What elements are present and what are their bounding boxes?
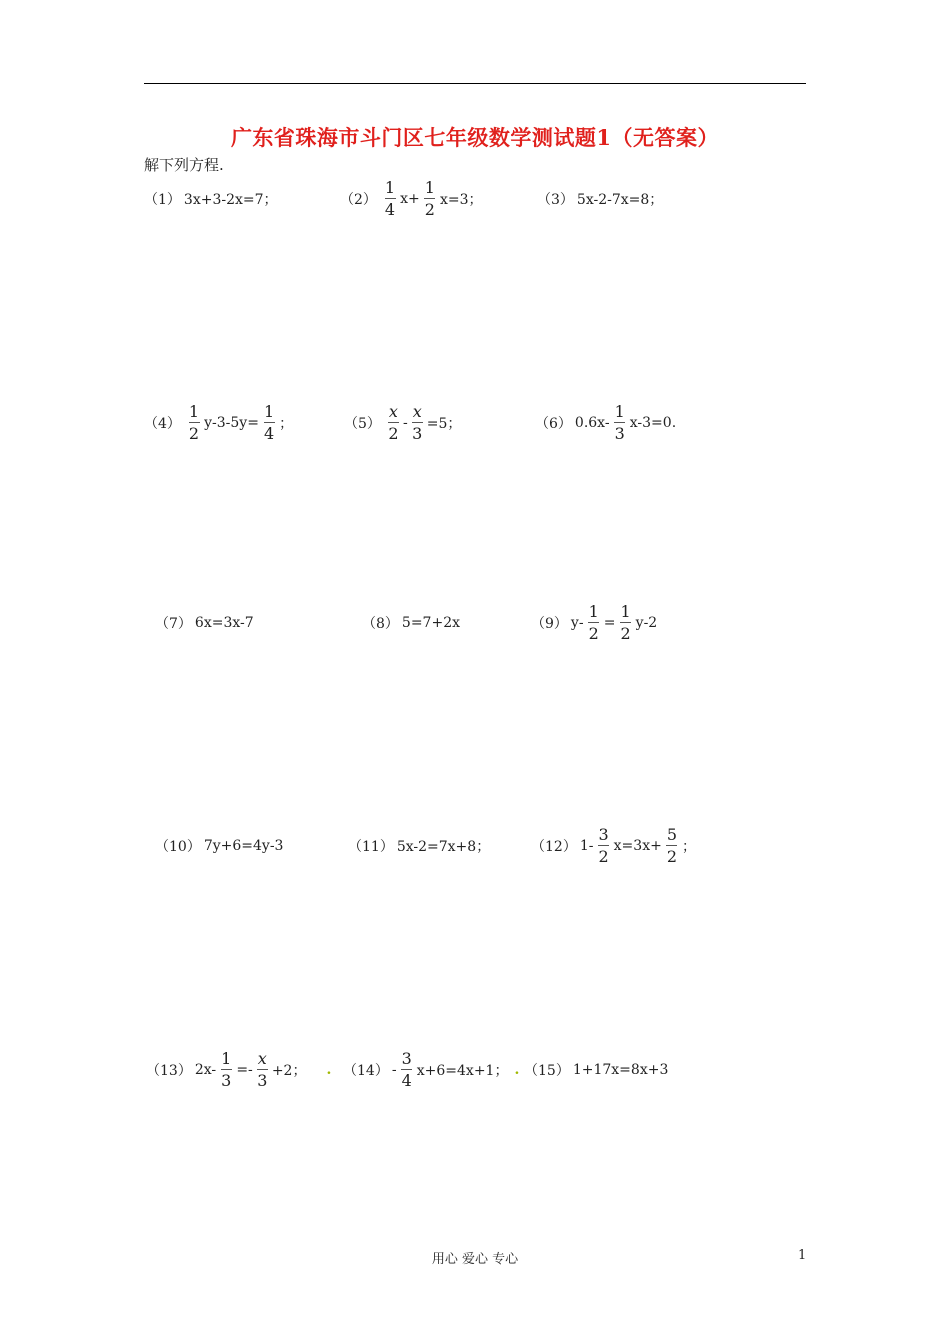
problem-label: （5） [344,416,381,432]
numerator: 3 [598,825,609,844]
problem-14 [343,1044,519,1096]
equation-text: =- [236,1062,253,1078]
equation-text: =5； [426,416,462,432]
problem-3 [537,173,663,225]
header-rule [144,83,806,84]
fraction [619,604,631,642]
numerator: x [412,402,422,421]
problem-label: （10） [155,839,201,855]
problem-label: （6） [535,416,572,432]
denominator: 2 [388,424,399,443]
denominator: 3 [412,424,423,443]
equation-text: x+6=4x+1； [416,1063,509,1079]
problem-11 [348,820,490,872]
equation-text: - [391,1062,397,1078]
fraction [188,404,200,442]
problem-label: （15） [524,1063,570,1079]
equation-text: 0.6x- [574,415,610,431]
problem-label: （3） [537,192,574,208]
equation-text: 5x-2-7x=8； [576,192,664,208]
equation-text: x+ [400,191,420,207]
problem-1 [144,173,278,225]
fraction [384,180,396,218]
equation-text: y- [570,615,584,631]
problem-4 [144,397,293,449]
problem-5 [344,397,461,449]
fraction [424,180,436,218]
problem-label: （12） [531,839,577,855]
equation-text: ； [682,839,697,855]
denominator: 3 [257,1071,268,1090]
equation-text: 1- [579,838,594,854]
numerator: x [257,1049,267,1068]
numerator: x [388,402,398,421]
problem-label: （2） [340,192,377,208]
equation-text: 1+17x=8x+3 [572,1062,669,1078]
equation-text: 5x-2=7x+8； [396,839,491,855]
fraction [597,827,609,865]
page-footer: 用心 爱心 专心 [431,1252,519,1267]
fraction [220,1051,232,1089]
numerator: 1 [614,402,625,421]
problem-15 [524,1044,668,1096]
fraction [263,404,275,442]
denominator: 2 [588,624,599,643]
problem-13 [146,1044,331,1096]
equation-text: x-3=0. [629,415,677,431]
equation-text: +2； [271,1063,307,1079]
equation-text: x=3x+ [613,838,662,854]
denominator: 4 [263,424,275,443]
equation-text: - [402,415,408,431]
problem-6 [535,397,676,449]
problem-label: （4） [144,416,181,432]
problem-10 [155,820,283,872]
denominator: 2 [666,847,678,866]
numerator: 1 [221,1049,232,1068]
problem-label: （11） [348,839,394,855]
numerator: 3 [401,1049,412,1068]
problem-label: （14） [343,1063,389,1079]
page-title: 广东省珠海市斗门区七年级数学测试题1（无答案） [230,125,720,150]
problem-label: （13） [146,1063,192,1079]
fraction [412,404,423,442]
page-number: 1 [798,1248,807,1263]
numerator: 1 [620,602,631,621]
fraction [401,1051,413,1089]
numerator: 1 [588,602,599,621]
fraction [666,827,678,865]
denominator: 4 [401,1071,412,1090]
problem-label: （7） [155,616,192,632]
equation-text: 6x=3x-7 [194,615,254,631]
denominator: 3 [614,424,625,443]
fraction [614,404,626,442]
denominator: 2 [188,424,200,443]
stray-dot-mark: . [514,1062,520,1078]
numerator: 1 [384,178,396,197]
fraction [257,1051,268,1089]
problem-label: （1） [144,192,181,208]
problem-8 [362,597,460,649]
denominator: 2 [424,200,435,219]
equation-text: y-3-5y= [204,415,259,431]
numerator: 1 [188,402,200,421]
problem-2 [340,173,482,225]
numerator: 5 [666,825,678,844]
equation-text: 7y+6=4y-3 [203,838,284,854]
denominator: 3 [221,1071,232,1090]
instruction-text: 解下列方程. [144,156,224,174]
fraction [388,404,399,442]
problem-7 [155,597,254,649]
numerator: 1 [263,402,275,421]
denominator: 2 [620,624,631,643]
stray-dot-mark: . [326,1062,332,1078]
equation-text: 2x- [194,1062,217,1078]
problem-12 [531,820,696,872]
problem-label: （9） [531,616,568,632]
problem-label: （8） [362,616,399,632]
problem-9 [531,597,657,649]
denominator: 4 [384,200,396,219]
numerator: 1 [424,178,435,197]
equation-text: y-2 [635,615,658,631]
fraction [588,604,600,642]
denominator: 2 [598,847,609,866]
equation-text: ； [279,416,294,432]
equation-text: x=3； [439,192,483,208]
equation-text: = [603,615,616,631]
equation-text: 3x+3-2x=7； [183,192,278,208]
equation-text: 5=7+2x [401,615,460,631]
